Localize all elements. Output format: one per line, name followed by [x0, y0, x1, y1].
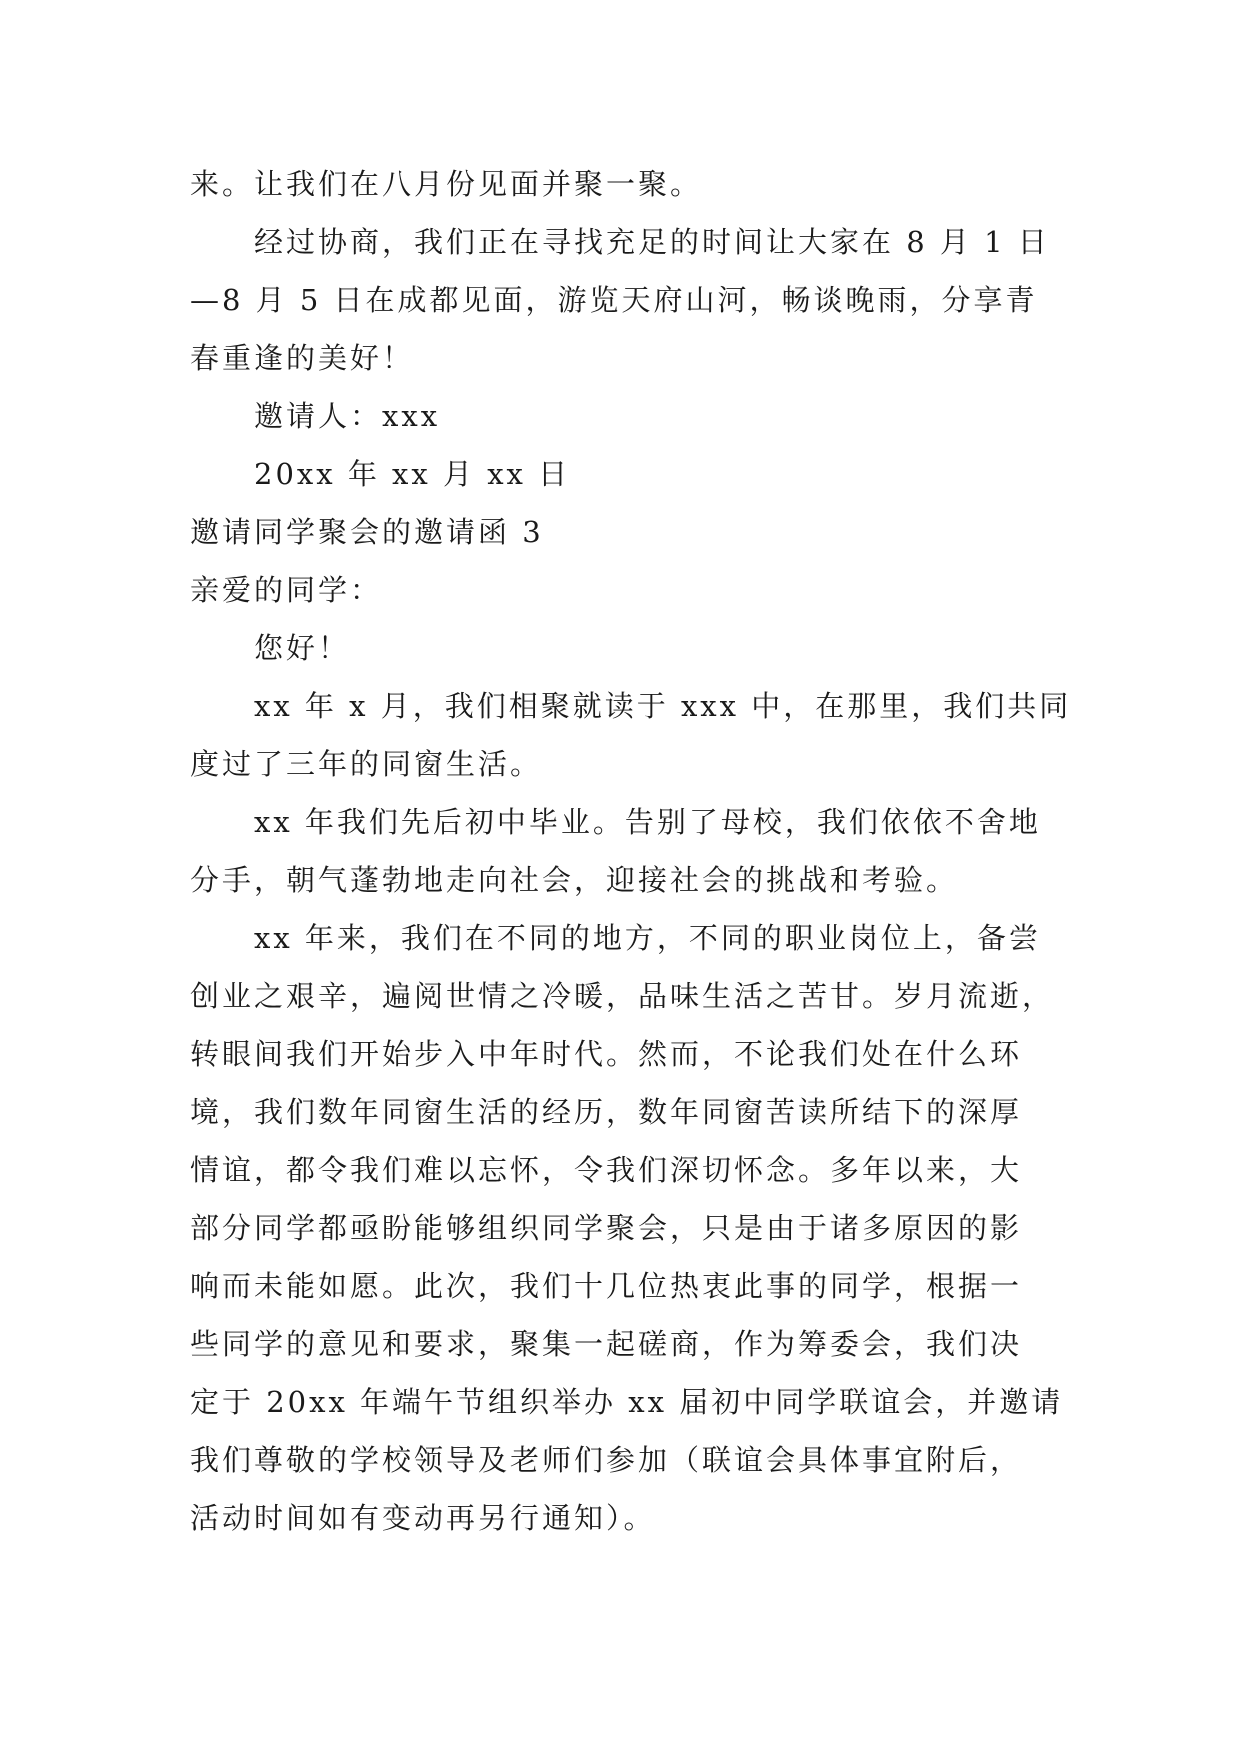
text-line: 度过了三年的同窗生活。 — [190, 747, 543, 781]
text-line: 活动时间如有变动再另行通知）。 — [190, 1501, 656, 1535]
text-line: 转眼间我们开始步入中年时代。然而，不论我们处在什么环 — [190, 1037, 1023, 1071]
text-line: 响而未能如愿。此次，我们十几位热衷此事的同学，根据一 — [190, 1269, 1023, 1303]
text-line: 定于 20xx 年端午节组织举办 xx 届初中同学联谊会，并邀请 — [190, 1385, 1064, 1419]
text-line: 亲爱的同学： — [190, 573, 383, 607]
text-line: 分手，朝气蓬勃地走向社会，迎接社会的挑战和考验。 — [190, 863, 959, 897]
text-line: 些同学的意见和要求，聚集一起磋商，作为筹委会，我们决 — [190, 1327, 1023, 1361]
text-line: xx 年来，我们在不同的地方，不同的职业岗位上，备尝 — [254, 921, 1041, 955]
text-line: 春重逢的美好！ — [190, 341, 415, 375]
text-line: 境，我们数年同窗生活的经历，数年同窗苦读所结下的深厚 — [190, 1095, 1023, 1129]
text-line: xx 年 x 月，我们相聚就读于 xxx 中，在那里，我们共同 — [254, 689, 1072, 723]
text-line: 邀请同学聚会的邀请函 3 — [190, 515, 544, 549]
text-line: 邀请人：xxx — [254, 399, 441, 433]
text-line: 您好！ — [254, 631, 351, 665]
text-line: 来。让我们在八月份见面并聚一聚。 — [190, 167, 703, 201]
text-line: 20xx 年 xx 月 xx 日 — [254, 457, 571, 491]
text-line: xx 年我们先后初中毕业。告别了母校，我们依依不舍地 — [254, 805, 1041, 839]
text-line: —8 月 5 日在成都见面，游览天府山河，畅谈晚雨，分享青 — [190, 283, 1038, 317]
document-body — [190, 155, 1072, 1547]
text-line: 部分同学都亟盼能够组织同学聚会，只是由于诸多原因的影 — [190, 1211, 1023, 1245]
text-line: 创业之艰辛，遍阅世情之冷暖，品味生活之苦甘。岁月流逝， — [190, 979, 1055, 1013]
text-line: 经过协商，我们正在寻找充足的时间让大家在 8 月 1 日 — [254, 225, 1050, 259]
text-line: 情谊，都令我们难以忘怀，令我们深切怀念。多年以来，大 — [190, 1153, 1023, 1187]
text-line: 我们尊敬的学校领导及老师们参加（联谊会具体事宜附后， — [190, 1443, 1023, 1477]
